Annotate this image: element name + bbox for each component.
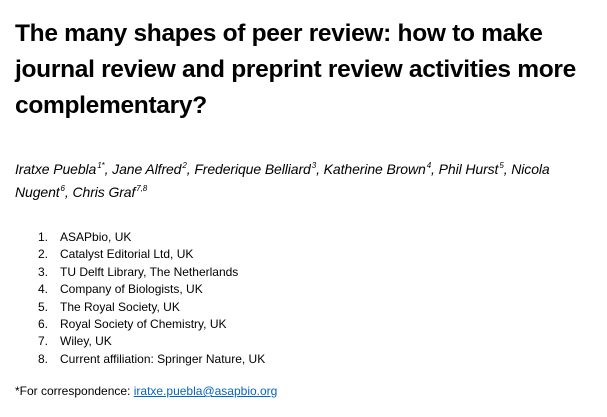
author — [112, 161, 194, 177]
affiliation-number: 2. — [38, 247, 49, 262]
author — [439, 161, 512, 177]
author-affiliation-mark: 1* — [97, 161, 105, 170]
affiliation-item — [38, 333, 598, 350]
affiliation-text: ASAPbio, UK — [60, 230, 132, 244]
affiliation-number: 1. — [38, 230, 49, 244]
correspondence-label: *For correspondence: — [15, 384, 134, 398]
author-name: Phil Hurst — [438, 161, 499, 177]
author — [324, 161, 439, 177]
affiliation-text: TU Delft Library, The Netherlands — [60, 264, 239, 279]
author-name: Nicola Nugent — [15, 161, 550, 200]
author-affiliation-mark: 6 — [60, 184, 65, 193]
author — [194, 161, 323, 177]
author-affiliation-mark: 2 — [182, 161, 187, 170]
author-separator: , — [316, 161, 324, 177]
author-affiliation-mark: 3 — [311, 161, 317, 170]
author-name: Chris Graf — [72, 184, 136, 200]
author-affiliation-mark: 5 — [499, 161, 504, 170]
author-affiliation-mark: 4 — [426, 161, 432, 170]
affiliation-text: Catalyst Editorial Ltd, UK — [60, 247, 194, 262]
correspondence-email-link[interactable]: iratxe.puebla@asapbio.org — [133, 384, 278, 398]
affiliation-text: The Royal Society, UK — [60, 299, 180, 314]
correspondence-note — [15, 383, 277, 400]
affiliation-item — [38, 299, 598, 316]
affiliation-number: 4. — [38, 282, 49, 297]
affiliation-number: 7. — [38, 334, 49, 349]
author-separator: , — [64, 184, 73, 200]
affiliation-number: 3. — [38, 264, 49, 279]
author — [15, 161, 112, 177]
author-list — [15, 158, 605, 204]
affiliation-number: 5. — [38, 299, 49, 314]
affiliation-item — [38, 246, 598, 263]
affiliation-item — [38, 351, 598, 368]
affiliation-number: 8. — [38, 351, 49, 366]
author-name: Frederique Belliard — [194, 161, 311, 177]
affiliation-text: Company of Biologists, UK — [60, 282, 203, 297]
author-separator: , — [186, 161, 195, 177]
affiliation-item — [38, 264, 598, 281]
author — [73, 184, 148, 200]
paper-title: The many shapes of peer review: how to make journal review and preprint review activities more complementary? — [15, 20, 576, 119]
affiliation-list — [38, 229, 598, 368]
author-name: Jane Alfred — [112, 161, 182, 177]
affiliation-text: Current affiliation: Springer Nature, UK — [60, 351, 266, 366]
affiliation-text: Wiley, UK — [60, 334, 112, 349]
author-separator: , — [503, 161, 512, 177]
author-separator: , — [431, 161, 439, 177]
affiliation-number: 6. — [38, 317, 49, 332]
author-name: Iratxe Puebla — [15, 161, 97, 177]
affiliation-item — [38, 281, 598, 298]
author-affiliation-mark: 7,8 — [136, 184, 148, 193]
affiliation-item — [38, 316, 598, 333]
affiliation-item — [38, 229, 598, 246]
affiliation-text: Royal Society of Chemistry, UK — [60, 317, 227, 332]
author-name: Katherine Brown — [323, 161, 426, 177]
author-separator: , — [104, 161, 113, 177]
